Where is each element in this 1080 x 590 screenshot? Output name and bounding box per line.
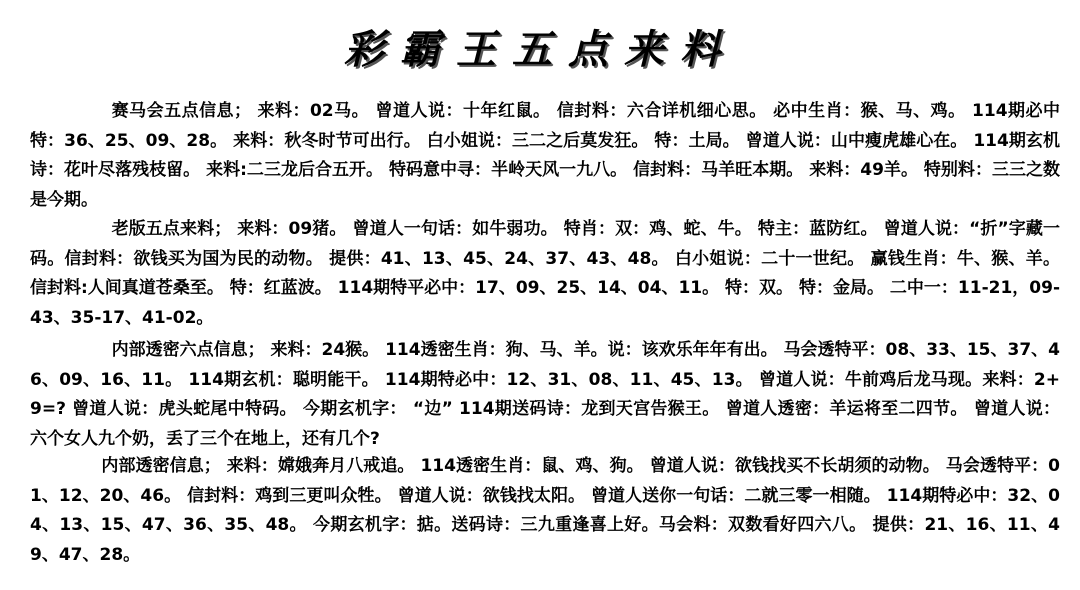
- paragraph-saima-five-point-info: 赛马会五点信息； 来料：02马。 曾道人说：十年红鼠。 信封料：六合详机细心思。 必中生肖：猴、马、鸡。 114期必中特：36、25、09、28。 来料：秋冬时节可出行。 白小姐说：三二之后莫发狂。 特：土局。 曾道人说：山中瘦虎雄心在。 114期玄机诗：花叶尽落残枝留。 来料:二三龙后合五开。 特码意中寻：半岭天风一九八。 信封料：马羊旺本期。 来料：49羊。 特别料：三三之数是今期。: [30, 101, 1060, 210]
- paragraph-old-edition-five-point: 老版五点来料； 来料：09猪。 曾道人一句话：如牛弱功。 特肖：双：鸡、蛇、牛。 特主：蓝防红。 曾道人说：“折”字藏一码。信封料：欲钱买为国为民的动物。 提供：41、13、45、24、37、43、48。 白小姐说：二十一世纪。 赢钱生肖：牛、猴、羊。 信封料:人间真道苍桑至。 特：红蓝波。 114期特平必中：17、09、25、14、04、11。 特：双。 特：金局。 二中一：11-21，09-43、35-17、41-02。: [30, 219, 1060, 328]
- paragraph-internal-six-point-info: 内部透密六点信息； 来料：24猴。 114透密生肖：狗、马、羊。说：该欢乐年年有出。 马会透特平：08、33、15、37、46、09、16、11。 114期玄机：聪明能干。 114期特必中：12、31、08、11、45、13。 曾道人说：牛前鸡后龙马现。来料：2+9=? 曾道人说：虎头蛇尾中特码。 今期玄机字： “边” 114期送码诗：龙到天宫告猴王。 曾道人透密：羊运将至二四节。 曾道人说：六个女人九个奶，丢了三个在地上，还有几个?: [30, 340, 1060, 449]
- page-title: 彩霸王五点来料: [344, 26, 736, 73]
- paragraph-internal-info: 内部透密信息； 来料：嫦娥奔月八戒追。 114透密生肖：鼠、鸡、狗。 曾道人说：欲钱找买不长胡须的动物。 马会透特平：01、12、20、46。 信封料：鸡到三更叫众牲。 曾道人说：欲钱找太阳。 曾道人送你一句话：二就三零一相随。 114期特必中：32、04、13、15、47、36、35、48。 今期玄机字：掂。送码诗：三九重逢喜上好。马会料：双数看好四六八。 提供：21、16、11、49、47、28。: [30, 456, 1060, 565]
